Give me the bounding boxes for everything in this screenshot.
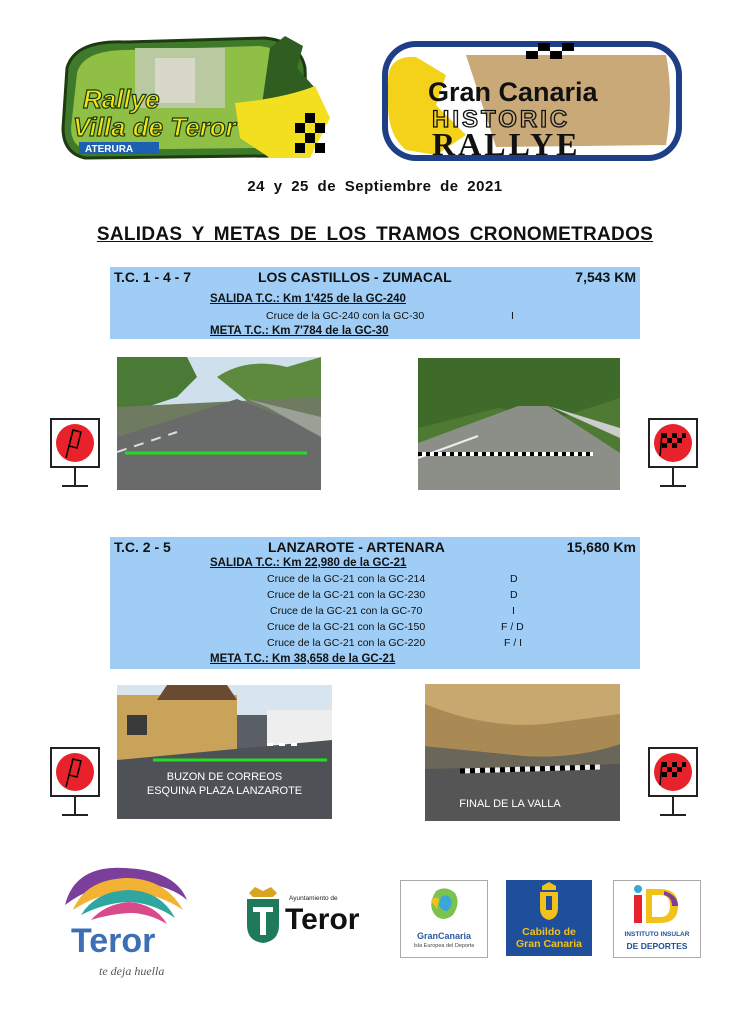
rallye-villa-de-teror-logo (55, 28, 340, 168)
stage2-junction-text: Cruce de la GC-21 con la GC-230 (267, 589, 426, 601)
stage2-start-caption-2: ESQUINA PLAZA LANZAROTE (146, 785, 303, 797)
stage2-junction-text: Cruce de la GC-21 con la GC-70 (270, 605, 423, 617)
stage2-finish-photo (425, 684, 620, 821)
page-title: SALIDAS Y METAS DE LOS TRAMOS CRONOMETRADOS (96, 224, 654, 245)
stage2-finish-caption: FINAL DE LA VALLA (459, 798, 561, 810)
gran-canaria-isla-europea-deporte-logo (400, 880, 488, 958)
stage2-name: LANZAROTE - ARTENARA (268, 539, 445, 555)
stage2-junction-dir: F / D (501, 621, 524, 633)
stage2-junction-dir: I (512, 605, 515, 617)
gran-canaria-historic-rallye-logo (376, 35, 688, 165)
logo-historic-line3: RALLYE (432, 126, 581, 162)
stage1-name: LOS CASTILLOS - ZUMACAL (258, 269, 452, 285)
stage2-code: T.C. 2 - 5 (114, 539, 171, 555)
stage2-junction-dir: F / I (504, 637, 523, 649)
logo-historic-line1: Gran Canaria (428, 77, 598, 107)
start-sign (50, 747, 100, 824)
stage2-start: SALIDA T.C.: Km 22,980 de la GC-21 (210, 557, 407, 569)
iid-line2: DE DEPORTES (626, 941, 688, 951)
stage1-junction-text: Cruce de la GC-240 con la GC-30 (266, 310, 425, 322)
gc-sub: Isla Europea del Deporte (413, 943, 475, 949)
logo-historic-line2: HISTORIC (432, 106, 571, 133)
stage2-start-photo (117, 685, 332, 819)
stage1-start: SALIDA T.C.: Km 1'425 de la GC-240 (210, 293, 406, 305)
stage2-finish: META T.C.: Km 38,658 de la GC-21 (210, 653, 396, 665)
teror-te-deja-huella-logo (55, 860, 195, 985)
stage1-distance: 7,543 KM (575, 269, 636, 285)
event-date: 24 y 25 de Septiembre de 2021 (247, 178, 503, 195)
iid-line1: INSTITUTO INSULAR (624, 931, 690, 938)
logo-villa-line1: Rallye (83, 84, 160, 114)
cabildo-line2: Gran Canaria (516, 938, 582, 950)
ayto-small-label: Ayuntamiento de (289, 895, 338, 902)
finish-sign (648, 418, 698, 495)
teror-tagline: te deja huella (99, 964, 165, 978)
logo-villa-line2: Villa de Teror (73, 112, 236, 142)
cabildo-line1: Cabildo de (522, 926, 576, 938)
stage1-junction-dir: I (511, 310, 514, 322)
stage2-info-box (110, 537, 640, 669)
ayto-name: Teror (285, 903, 360, 936)
stage2-junction-dir: D (510, 589, 518, 601)
stage1-info-box (110, 267, 640, 339)
stage2-start-caption-1: BUZON DE CORREOS (166, 771, 283, 783)
instituto-insular-deportes-logo (613, 880, 701, 958)
stage1-code: T.C. 1 - 4 - 7 (114, 269, 192, 285)
stage1-start-photo (117, 357, 321, 490)
start-sign (50, 418, 100, 495)
finish-sign (648, 747, 698, 824)
ayuntamiento-teror-logo (243, 885, 368, 950)
stage2-junction-text: Cruce de la GC-21 con la GC-220 (267, 637, 426, 649)
stage1-finish-photo (418, 358, 620, 490)
stage2-junction-text: Cruce de la GC-21 con la GC-150 (267, 621, 426, 633)
stage2-distance: 15,680 Km (566, 539, 636, 555)
gc-name: GranCanaria (416, 931, 472, 941)
cabildo-gran-canaria-logo (506, 880, 592, 956)
stage2-junction-text: Cruce de la GC-21 con la GC-214 (267, 573, 426, 585)
logo-villa-sub: ATERURA (85, 144, 134, 155)
stage1-finish: META T.C.: Km 7'784 de la GC-30 (210, 325, 389, 337)
stage2-junction-dir: D (510, 573, 518, 585)
teror-word: Teror (71, 922, 156, 960)
